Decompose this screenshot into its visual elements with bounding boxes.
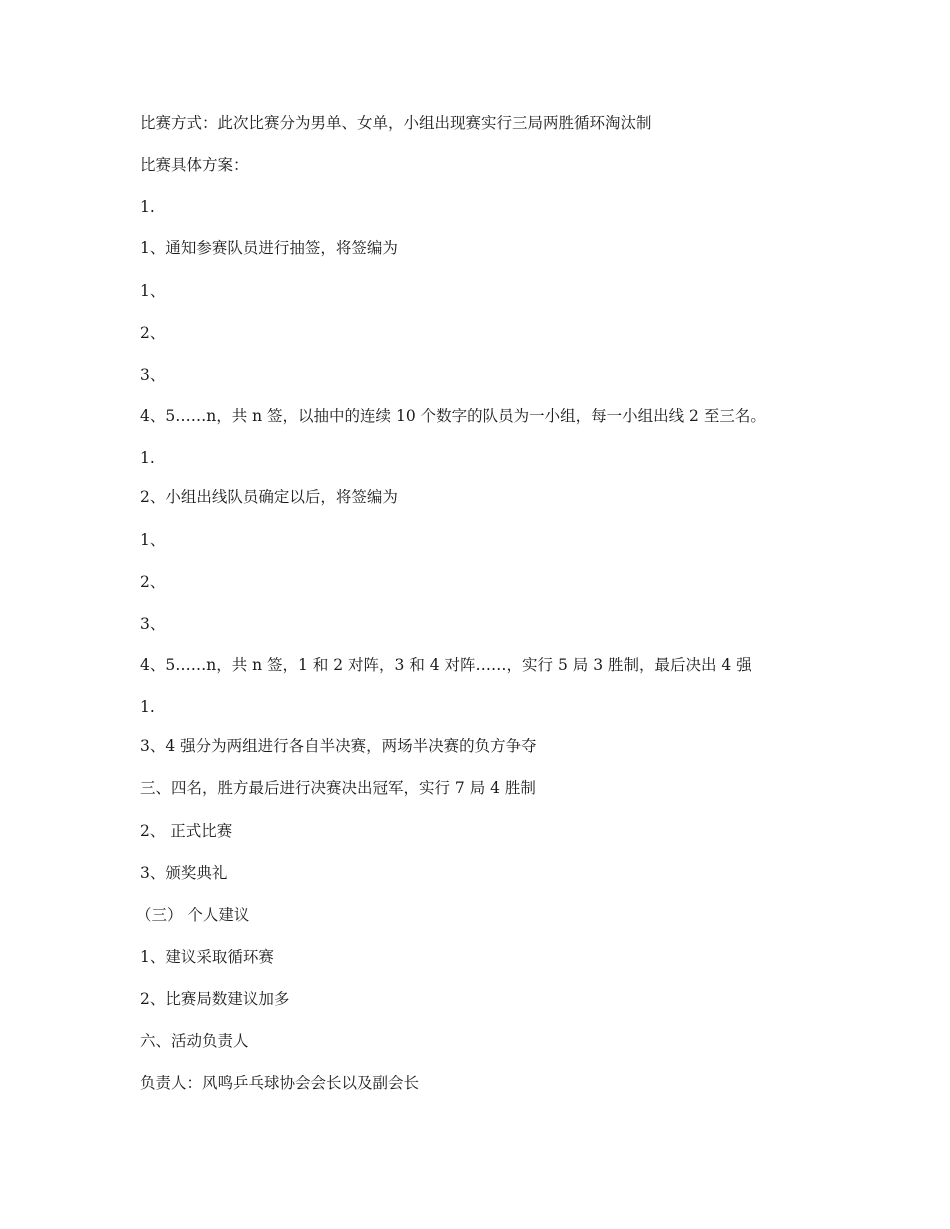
semifinal-text: 3、4 强分为两组进行各自半决赛，两场半决赛的负方争夺 [140, 737, 537, 755]
list-item: 1、 [140, 531, 166, 549]
plan-heading: 比赛具体方案： [140, 156, 249, 174]
draw-notice-text: 1、通知参赛队员进行抽签，将签编为 [140, 239, 398, 257]
list-item: 3、 [140, 615, 166, 633]
final-rule-text: 三、四名，胜方最后进行决赛决出冠军，实行 7 局 4 胜制 [140, 779, 536, 797]
knockout-rule-text: 4、5……n，共 n 签，1 和 2 对阵，3 和 4 对阵……，实行 5 局 3 胜制，最后决出 4 强 [140, 656, 752, 674]
list-item: 3、 [140, 366, 166, 384]
list-number: 1. [140, 698, 155, 716]
list-item: 2、 [140, 324, 166, 342]
suggestion-item: 2、比赛局数建议加多 [140, 990, 290, 1008]
formal-match-item: 2、 正式比赛 [140, 822, 233, 840]
competition-format-text: 比赛方式：此次比赛分为男单、女单，小组出现赛实行三局两胜循环淘汰制 [140, 114, 652, 132]
list-item: 1、 [140, 282, 166, 300]
section-heading: 六、活动负责人 [140, 1032, 249, 1050]
suggestion-item: 1、建议采取循环赛 [140, 948, 274, 966]
list-number: 1. [140, 449, 155, 467]
group-rule-text: 4、5……n，共 n 签，以抽中的连续 10 个数字的队员为一小组，每一小组出线 2 至三名。 [140, 407, 766, 425]
award-ceremony-item: 3、颁奖典礼 [140, 864, 228, 882]
list-number: 1. [140, 198, 155, 216]
responsible-person-text: 负责人：风鸣乒乓球协会会长以及副会长 [140, 1074, 420, 1092]
section-heading: （三） 个人建议 [136, 906, 250, 924]
list-item: 2、 [140, 573, 166, 591]
qualifier-draw-text: 2、小组出线队员确定以后，将签编为 [140, 488, 398, 506]
